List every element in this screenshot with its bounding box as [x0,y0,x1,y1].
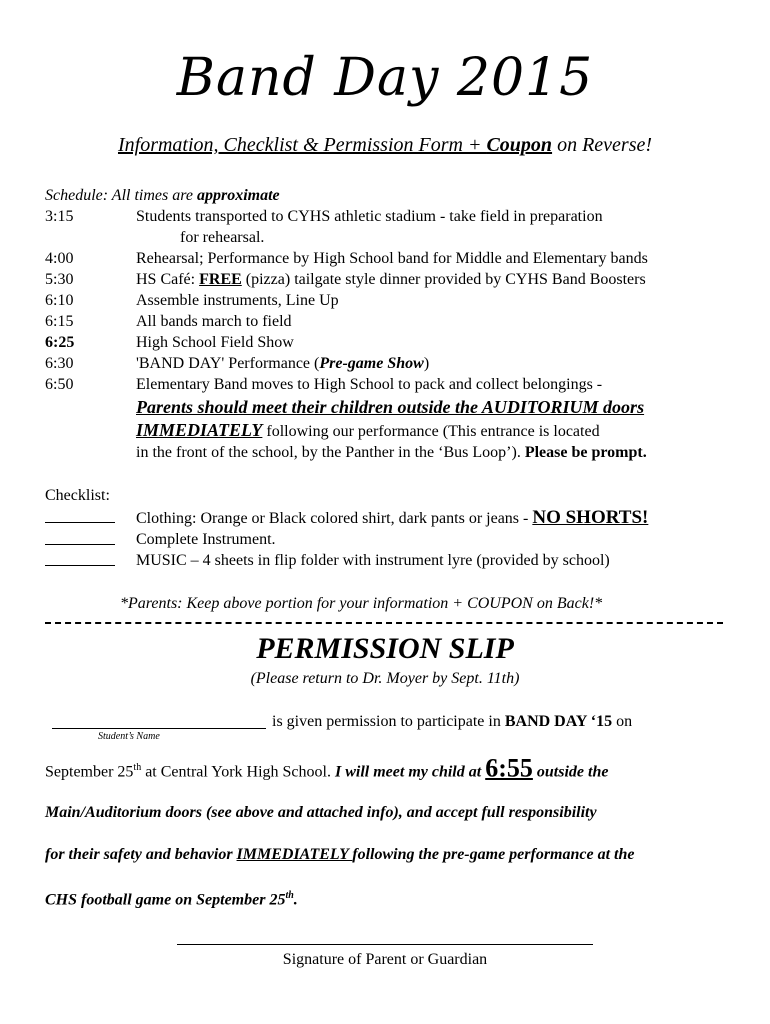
signature-label: Signature of Parent or Guardian [282,951,488,968]
student-name-label: Student’s Name [98,731,160,742]
checklist-item: Clothing: Orange or Black colored shirt, dark pants or jeans - NO SHORTS! [136,507,649,528]
subtitle-part1: Information, Checklist & Permission Form + [117,134,487,156]
checklist-label: Checklist: [45,487,110,504]
schedule-label: Schedule: All times are approximate [45,187,280,204]
schedule-time: 6:10 [45,292,74,309]
parents-note: *Parents: Keep above portion for your information + COUPON on Back!* [120,595,603,612]
schedule-time: 6:50 [45,376,74,393]
schedule-desc: Rehearsal; Performance by High School band for Middle and Elementary bands [136,250,648,267]
schedule-time: 4:00 [45,250,74,267]
schedule-desc: Elementary Band moves to High School to pack and collect belongings - [136,376,603,393]
signature-field[interactable] [177,944,593,945]
immediately-line: IMMEDIATELY following our performance (This entrance is located [136,420,600,440]
subtitle-part2: on Reverse! [552,134,653,156]
subtitle-coupon: Coupon [486,134,553,156]
permission-date-line: September 25th at Central York High School. I will meet my child at 6:55 outside the [45,753,609,783]
permission-line3: for their safety and behavior IMMEDIATELY following the pre-game performance at the [45,846,635,863]
schedule-desc: Assemble instruments, Line Up [136,292,339,309]
checklist-blank[interactable] [45,508,115,528]
subtitle [0,134,770,157]
student-name-field[interactable] [52,728,266,729]
schedule-time: 6:15 [45,313,74,330]
permission-title: PERMISSION SLIP [256,632,514,665]
checklist-item: Complete Instrument. [136,531,276,548]
schedule-time: 3:15 [45,208,74,225]
schedule-desc: High School Field Show [136,334,294,351]
schedule-desc: for rehearsal. [180,229,265,246]
cut-line [45,622,723,624]
checklist-blank[interactable] [45,530,115,550]
schedule-time: 5:30 [45,271,74,288]
schedule-desc: 'BAND DAY' Performance (Pre-game Show) [136,355,430,372]
permission-given: is given permission to participate in BAND DAY ‘15 on [272,713,633,730]
checklist-blank[interactable] [45,551,115,571]
permission-line4: CHS football game on September 25th. [45,890,298,909]
schedule-desc: HS Café: FREE (pizza) tailgate style dinner provided by CYHS Band Boosters [136,271,646,288]
entrance-line: in the front of the school, by the Panther in the ‘Bus Loop’). Please be prompt. [136,444,647,461]
permission-subtitle: (Please return to Dr. Moyer by Sept. 11th) [250,670,520,687]
parents-instruction: Parents should meet their children outside the AUDITORIUM doors [136,397,645,417]
checklist-item: MUSIC – 4 sheets in flip folder with instrument lyre (provided by school) [136,552,610,569]
schedule-desc: All bands march to field [136,313,292,330]
schedule-time: 6:30 [45,355,74,372]
permission-line2: Main/Auditorium doors (see above and attached info), and accept full responsibility [45,804,597,821]
page-title: Band Day 2015 [176,48,594,108]
schedule-time: 6:25 [45,334,75,351]
schedule-desc: Students transported to CYHS athletic stadium - take field in preparation [136,208,603,225]
